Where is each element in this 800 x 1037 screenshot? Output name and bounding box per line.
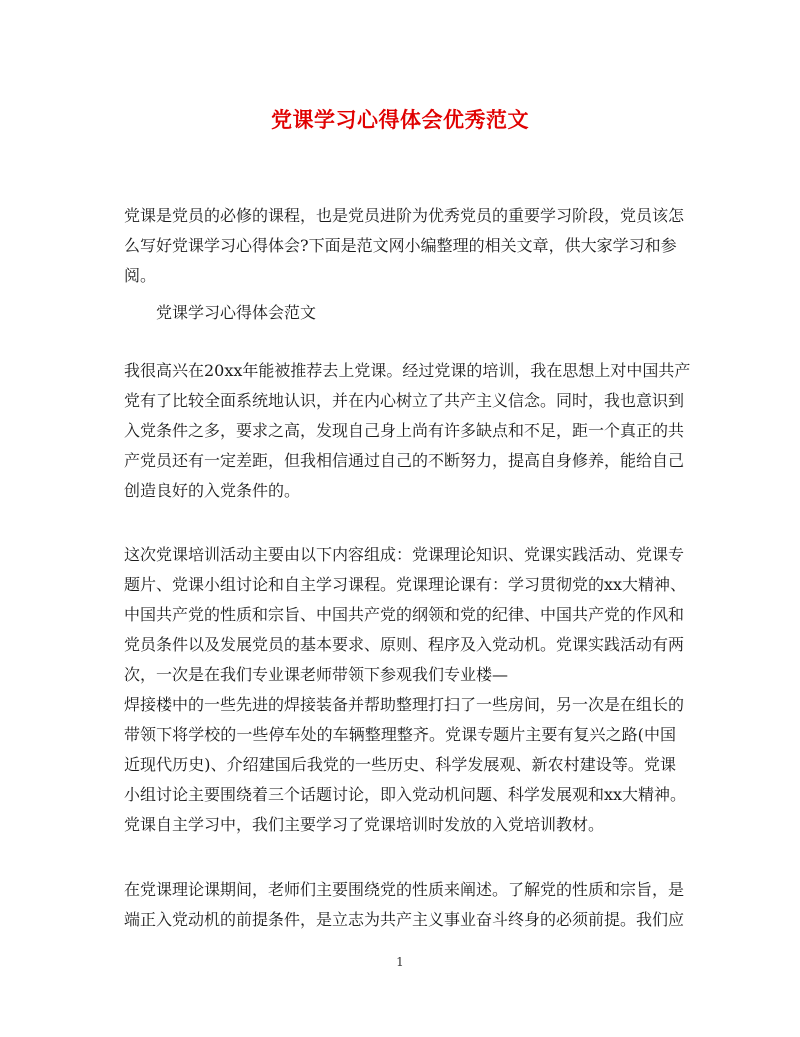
paragraph-line: 阅。 [124, 266, 157, 285]
body-paragraph [124, 875, 685, 935]
document-title: 党课学习心得体会优秀范文 [271, 107, 529, 132]
paragraph-line: 党员条件以及发展党员的基本要求、原则、程序及入党动机。党课实践活动有两 [124, 635, 685, 654]
paragraph-line: 中国共产党的性质和宗旨、中国共产党的纲领和党的纪律、中国共产党的作风和 [124, 605, 685, 624]
paragraph-line: 焊接楼中的一些先进的焊接装备并帮助整理打扫了一些房间，另一次是在组长的 [124, 695, 685, 714]
paragraph-line: 产党员还有一定差距，但我相信通过自己的不断努力，提高自身修养，能给自己 [124, 451, 685, 470]
paragraph-line: 入党条件之多，要求之高，发现自己身上尚有许多缺点和不足，距一个真正的共 [124, 421, 685, 440]
paragraph-line: 党课自主学习中，我们主要学习了党课培训时发放的入党培训教材。 [124, 815, 605, 834]
paragraph-line: 党课是党员的必修的课程，也是党员进阶为优秀党员的重要学习阶段，党员该怎 [124, 206, 685, 225]
paragraph-line: 近现代历史)、介绍建国后我党的一些历史、科学发展观、新农村建设等。党课 [124, 755, 676, 774]
paragraph-line: 次，一次是在我们专业课老师带领下参观我们专业楼— [124, 665, 509, 684]
paragraph-line: 带领下将学校的一些停车处的车辆整理整齐。党课专题片主要有复兴之路(中国 [124, 725, 676, 744]
paragraph-line: 创造良好的入党条件的。 [124, 481, 301, 500]
paragraph-line: 党有了比较全面系统地认识，并在内心树立了共产主义信念。同时，我也意识到 [124, 391, 685, 410]
paragraph-line: 么写好党课学习心得体会?下面是范文网小编整理的相关文章，供大家学习和参 [124, 236, 677, 255]
section-subheading: 党课学习心得体会范文 [156, 303, 317, 322]
body-paragraph [124, 540, 687, 840]
body-paragraph [124, 356, 691, 506]
paragraph-line: 端正入党动机的前提条件，是立志为共产主义事业奋斗终身的必须前提。我们应 [124, 910, 685, 929]
page-number: 1 [396, 955, 404, 969]
paragraph-line: 小组讨论主要围绕着三个话题讨论，即入党动机问题、科学发展观和xx大精神。 [124, 785, 687, 804]
paragraph-line: 我很高兴在20xx年能被推荐去上党课。经过党课的培训，我在思想上对中国共产 [124, 361, 691, 380]
paragraph-line: 题片、党课小组讨论和自主学习课程。党课理论课有：学习贯彻党的xx大精神、 [124, 575, 687, 594]
intro-paragraph [124, 201, 685, 291]
paragraph-line: 在党课理论课期间，老师们主要围绕党的性质来阐述。了解党的性质和宗旨，是 [124, 880, 685, 899]
paragraph-line: 这次党课培训活动主要由以下内容组成：党课理论知识、党课实践活动、党课专 [124, 545, 685, 564]
